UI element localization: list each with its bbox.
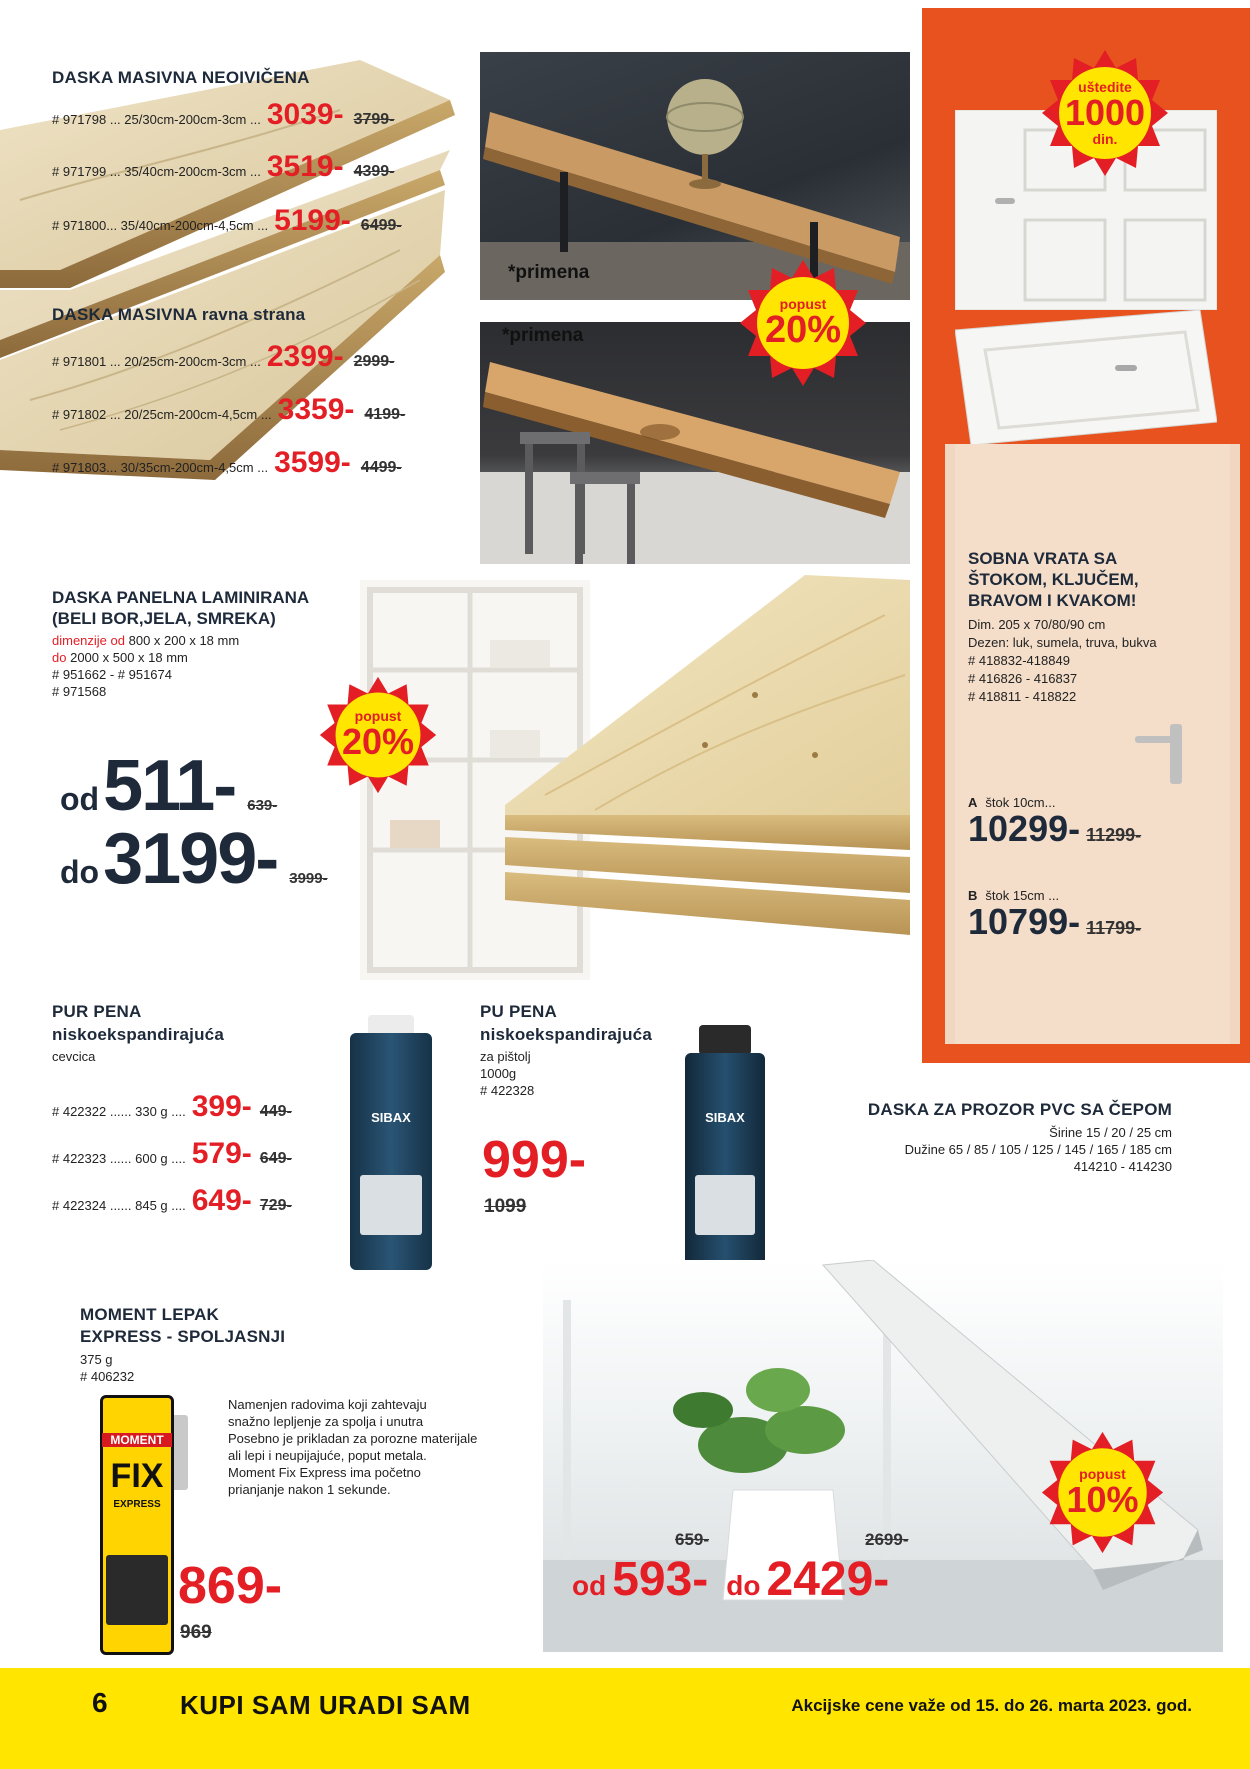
tube-sub: EXPRESS — [113, 1499, 161, 1510]
panel-details — [52, 632, 239, 700]
pur-foam-code: # 422323 ...... 600 g .... — [52, 1151, 186, 1166]
pu-foam-heading — [480, 1002, 652, 1099]
raw-board-price: 5199- — [274, 204, 351, 237]
flat-board-row — [52, 446, 402, 480]
doors-title-line: ŠTOKOM, KLJUČEM, — [968, 570, 1139, 589]
panel-from-price-row — [60, 746, 278, 826]
door-option-label: štok 15cm ... — [985, 888, 1060, 903]
pur-foam-code: # 422324 ...... 845 g .... — [52, 1198, 186, 1213]
badge-value: 20% — [764, 309, 842, 351]
panel-from-prefix: od — [60, 781, 100, 817]
sill-price-row — [572, 1552, 889, 1607]
raw-board-price: 3039- — [266, 98, 344, 131]
flat-board-code: # 971803... 30/35cm-200cm-4,5cm ... — [52, 460, 269, 475]
panel-title — [52, 587, 309, 629]
laminated-panel-boards-image — [505, 575, 910, 960]
flat-board-price: 3359- — [277, 393, 355, 426]
glue-price: 869- — [178, 1557, 283, 1615]
panel-code: # 971568 — [52, 684, 107, 699]
application-label: *primena — [508, 262, 590, 283]
pu-foam-line: za pištolj — [480, 1049, 531, 1064]
pur-foam-row — [52, 1090, 292, 1124]
doors-detail-line: # 418811 - 418822 — [968, 689, 1077, 704]
doors-detail-line: # 416826 - 416837 — [968, 671, 1078, 686]
pur-foam-row — [52, 1184, 292, 1218]
raw-board-row — [52, 150, 394, 184]
pur-foam-can-image — [350, 1015, 432, 1270]
raw-board-old-price: 4399- — [353, 163, 395, 180]
panel-from-old-price: 639- — [247, 797, 278, 814]
glue-weight: 375 g — [80, 1352, 113, 1367]
panel-to-old-price: 3999- — [289, 870, 328, 887]
glue-description-line: Moment Fix Express ima početno — [228, 1465, 421, 1480]
pur-foam-row — [52, 1137, 292, 1171]
pu-foam-price: 999- — [482, 1131, 587, 1189]
badge-value: 10% — [1066, 1478, 1139, 1520]
raw-board-code: # 971800... 35/40cm-200cm-4,5cm ... — [52, 218, 269, 233]
flat-board-row — [52, 340, 394, 374]
glue-description-line: ali lepi i neupijajuće, poput metala. — [228, 1448, 427, 1463]
raw-board-price: 3519- — [266, 150, 344, 183]
sill-from-prefix: od — [572, 1570, 607, 1601]
raw-board-row — [52, 204, 402, 238]
door-image-middle — [955, 310, 1217, 445]
pur-foam-price: 399- — [191, 1090, 252, 1123]
glue-tube-image — [100, 1395, 180, 1655]
pur-foam-code: # 422322 ...... 330 g .... — [52, 1104, 186, 1119]
discount-badge-20-panel-text — [318, 675, 438, 795]
glue-title-line: MOMENT LEPAK — [80, 1305, 220, 1324]
panel-dim-from: 800 x 200 x 18 mm — [128, 633, 240, 648]
panel-title-line: DASKA PANELNA LAMINIRANA — [52, 588, 310, 607]
badge-value: 20% — [341, 721, 415, 762]
glue-description-line: Posebno je prikladan za porozne materijale — [228, 1431, 478, 1446]
raw-board-code: # 971798 ... 25/30cm-200cm-3cm ... — [52, 112, 261, 127]
pur-foam-old-price: 729- — [259, 1197, 292, 1214]
sill-to-price: 2429- — [766, 1553, 890, 1606]
door-option-old-price: 11299- — [1086, 825, 1142, 845]
badge-label: popust — [1079, 1465, 1126, 1482]
page-number: 6 — [92, 1687, 108, 1718]
glue-description-line: Namenjen radovima koji zahtevaju — [228, 1397, 427, 1412]
savings-badge-text — [1040, 48, 1170, 178]
pu-foam-line: 1000g — [480, 1066, 517, 1081]
doors-title-line: BRAVOM I KVAKOM! — [968, 591, 1137, 610]
pur-foam-heading — [52, 1002, 224, 1065]
raw-board-code: # 971799 ... 35/40cm-200cm-3cm ... — [52, 164, 261, 179]
panel-code: # 951662 - # 951674 — [52, 667, 172, 682]
pu-foam-line: # 422328 — [480, 1083, 535, 1098]
flat-board-title: DASKA MASIVNA ravna strana — [52, 305, 306, 324]
doors-details — [968, 616, 1157, 706]
badge-label: popust — [779, 296, 827, 312]
raw-board-title: DASKA MASIVNA NEOIVIČENA — [52, 68, 310, 87]
savings-badge-unit: din. — [1092, 131, 1118, 147]
door-option-a-price — [968, 808, 1141, 850]
pu-foam-title: PU PENA — [480, 1002, 557, 1021]
doors-detail-line: # 418832-418849 — [968, 653, 1070, 668]
panel-from-price: 511- — [103, 746, 236, 826]
door-option-price: 10299- — [968, 808, 1081, 849]
flat-board-old-price: 4199- — [364, 406, 406, 423]
doors-detail-line: Dim. 205 x 70/80/90 cm — [968, 617, 1106, 632]
savings-badge-label: uštedite — [1078, 79, 1132, 95]
raw-board-old-price: 6499- — [360, 217, 402, 234]
sill-line: Dužine 65 / 85 / 105 / 125 / 145 / 165 / 185 cm — [904, 1142, 1172, 1157]
glue-heading — [80, 1305, 285, 1385]
flat-board-code: # 971802 ... 20/25cm-200cm-4,5cm ... — [52, 407, 272, 422]
glue-description-line: snažno lepljenje za spolja i unutra — [228, 1414, 424, 1429]
glue-description — [228, 1396, 477, 1498]
discount-badge-10-text — [1040, 1430, 1165, 1555]
tube-name: FIX — [110, 1457, 164, 1495]
flat-board-price: 3599- — [274, 446, 351, 479]
glue-old-price: 969 — [180, 1622, 212, 1643]
door-option-b-price — [968, 901, 1141, 943]
flat-board-old-price: 2999- — [353, 353, 395, 370]
panel-title-line: (BELI BOR,JELA, SMREKA) — [52, 609, 276, 628]
pur-foam-title: PUR PENA — [52, 1002, 142, 1021]
panel-to-price: 3199- — [103, 819, 278, 899]
tube-brand: MOMENT — [102, 1433, 172, 1447]
doors-title — [968, 548, 1139, 611]
panel-dim-to-label: do — [52, 650, 67, 665]
pur-foam-subtitle: niskoekspandirajuća — [52, 1025, 224, 1044]
sill-to-prefix: do — [726, 1570, 761, 1601]
savings-badge-value: 1000 — [1064, 92, 1146, 133]
flat-board-code: # 971801 ... 20/25cm-200cm-3cm ... — [52, 354, 261, 369]
pur-foam-price: 649- — [191, 1184, 252, 1217]
glue-title-line: EXPRESS - SPOLJASNJI — [80, 1327, 286, 1346]
application-label: *primena — [502, 325, 584, 346]
glue-code: # 406232 — [80, 1369, 135, 1384]
door-option-letter: A — [968, 795, 978, 810]
sill-line: Širine 15 / 20 / 25 cm — [1049, 1125, 1172, 1140]
sill-title: DASKA ZA PROZOR PVC SA ČEPOM — [867, 1100, 1172, 1119]
sill-heading — [868, 1100, 1172, 1175]
door-option-label: štok 10cm... — [985, 795, 1056, 810]
footer-slogan: KUPI SAM URADI SAM — [180, 1690, 471, 1720]
flat-board-price: 2399- — [266, 340, 344, 373]
door-option-letter: B — [968, 888, 978, 903]
pur-foam-old-price: 649- — [259, 1150, 292, 1167]
glue-description-line: prianjanje nakon 1 sekunde. — [228, 1482, 391, 1497]
sill-old-from-price: 659- — [675, 1530, 710, 1549]
doors-title-line: SOBNA VRATA SA — [968, 549, 1118, 568]
raw-board-row — [52, 98, 394, 132]
pu-foam-old-price: 1099 — [484, 1196, 527, 1217]
discount-badge-20-top-text — [738, 258, 868, 388]
footer-validity: Akcijske cene važe od 15. do 26. marta 2023. god. — [791, 1696, 1192, 1715]
pu-foam-can-image — [685, 1025, 765, 1275]
flat-board-old-price: 4499- — [360, 459, 402, 476]
pur-foam-price: 579- — [191, 1137, 252, 1170]
pur-foam-old-price: 449- — [259, 1103, 292, 1120]
sill-old-to-price: 2699- — [865, 1530, 909, 1549]
door-option-price: 10799- — [968, 901, 1081, 942]
panel-dim-to: 2000 x 500 x 18 mm — [70, 650, 188, 665]
can-brand-label: SIBAX — [371, 1110, 411, 1125]
raw-board-old-price: 3799- — [353, 111, 395, 128]
door-image-bottom — [945, 444, 1240, 1044]
pu-foam-subtitle: niskoekspandirajuća — [480, 1025, 652, 1044]
pur-foam-note: cevcica — [52, 1049, 96, 1064]
panel-to-prefix: do — [60, 854, 100, 890]
flat-board-row — [52, 393, 405, 427]
panel-dim-from-label: dimenzije od — [52, 633, 125, 648]
sill-from-price: 593- — [612, 1553, 709, 1606]
badge-label: popust — [354, 708, 402, 724]
panel-to-price-row — [60, 819, 328, 899]
can-brand-label: SIBAX — [705, 1110, 745, 1125]
door-option-old-price: 11799- — [1086, 918, 1142, 938]
sill-line: 414210 - 414230 — [1073, 1159, 1172, 1174]
doors-detail-line: Dezen: luk, sumela, truva, bukva — [968, 635, 1157, 650]
